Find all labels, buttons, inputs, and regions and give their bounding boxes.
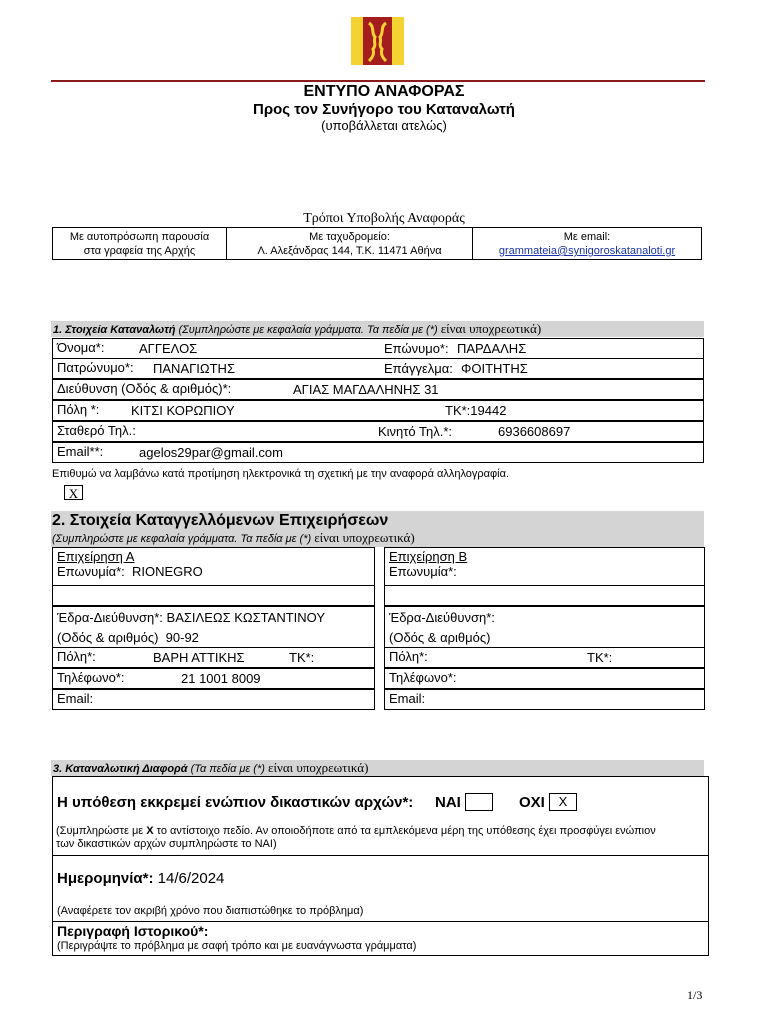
city-value[interactable]: ΚΙΤΣΙ ΚΟΡΩΠΙΟΥ bbox=[131, 403, 235, 418]
business-a-phone[interactable]: 21 1001 8009 bbox=[181, 671, 261, 686]
business-b-phone-row: Τηλέφωνο*: bbox=[384, 668, 705, 689]
date-cell: Ημερομηνία*: 14/6/2024 (Αναφέρετε τον ακριβή χρόνο που διαπιστώθηκε το πρόβλημα) bbox=[52, 855, 709, 922]
consent-text: Επιθυμώ να λαμβάνω κατά προτίμηση ηλεκτρονικά τη σχετική με την αναφορά αλληλογραφία. bbox=[52, 468, 510, 480]
business-a-number[interactable]: 90-92 bbox=[165, 630, 199, 645]
business-b-title-cell: Επιχείρηση Β Επωνυμία*: bbox=[384, 547, 705, 586]
mobile-value[interactable]: 6936608697 bbox=[498, 424, 571, 439]
section3-header: 3. Καταναλωτική Διαφορά (Τα πεδία με (*) είναι υποχρεωτικά) bbox=[51, 760, 704, 776]
occupation-value[interactable]: ΦΟΙΤΗΤΗΣ bbox=[461, 361, 528, 376]
row-name: Όνομα*: ΑΓΓΕΛΟΣ Επώνυμο*: ΠΑΡΔΑΛΗΣ bbox=[52, 338, 704, 359]
fee-note: (υποβάλλεται ατελώς) bbox=[321, 118, 447, 133]
row-city: Πόλη *: ΚΙΤΣΙ ΚΟΡΩΠΙΟΥ ΤΚ*:19442 bbox=[52, 400, 704, 421]
first-name-value[interactable]: ΑΓΓΕΛΟΣ bbox=[139, 341, 198, 356]
submission-in-person: Με αυτοπρόσωπη παρουσία στα γραφεία της Αρχής bbox=[52, 227, 227, 260]
submission-title: Τρόποι Υποβολής Αναφοράς bbox=[303, 211, 465, 226]
last-name-value[interactable]: ΠΑΡΔΑΛΗΣ bbox=[457, 341, 527, 356]
section2-header: 2. Στοιχεία Καταγγελλόμενων Επιχειρήσεων (Συμπληρώστε με κεφαλαία γράμματα. Τα πεδία με (*) είναι υποχρεωτικά) bbox=[51, 511, 704, 547]
submission-email: Με email: grammateia@synigoroskatanaloti.gr bbox=[472, 227, 702, 260]
business-a-title-cell: Επιχείρηση Α Επωνυμία*: RIONEGRO bbox=[52, 547, 375, 586]
court-help: (Συμπληρώστε με Χ το αντίστοιχο πεδίο. Αν οποιοδήποτε από τα εμπλεκόμενα μέρη της υπόθεσης έχει προσφύγει ενώπιον των δικαστικών αρχών συμπληρώστε το ΝΑΙ) bbox=[56, 825, 656, 850]
postcode-value[interactable]: 19442 bbox=[470, 403, 507, 418]
court-question: Η υπόθεση εκκρεμεί ενώπιον δικαστικών αρχών*: bbox=[57, 794, 414, 811]
page-number: 1/3 bbox=[687, 988, 703, 1002]
business-a-email-row: Email: bbox=[52, 689, 375, 710]
business-b-address-cell: Έδρα-Διεύθυνση*: (Οδός & αριθμός) bbox=[384, 606, 705, 648]
court-yes-checkbox[interactable] bbox=[465, 793, 493, 811]
header-divider bbox=[51, 80, 705, 82]
submission-email-link[interactable]: grammateia@synigoroskatanaloti.gr bbox=[498, 245, 676, 257]
father-value[interactable]: ΠΑΝΑΓΙΩΤΗΣ bbox=[153, 361, 235, 376]
row-father: Πατρώνυμο*: ΠΑΝΑΓΙΩΤΗΣ Επάγγελμα: ΦΟΙΤΗΤΗΣ bbox=[52, 358, 704, 379]
section1-header: 1. Στοιχεία Καταναλωτή (Συμπληρώστε με κεφαλαία γράμματα. Τα πεδία με (*) είναι υποχρεωτικά) bbox=[51, 321, 704, 337]
history-help: (Περιγράψτε το πρόβλημα με σαφή τρόπο και με ευανάγνωστα γράμματα) bbox=[57, 940, 417, 952]
row-email: Email**: agelos29par@gmail.com bbox=[52, 442, 704, 463]
business-b-city-row: Πόλη*: ΤΚ*: bbox=[384, 647, 705, 668]
court-cell: Η υπόθεση εκκρεμεί ενώπιον δικαστικών αρχών*: ΝΑΙ ΟΧΙ X (Συμπληρώστε με Χ το αντίστοιχο πεδίο. Αν οποιοδήποτε από τα εμπλεκόμενα μέρη της υπόθεσης έχει προσφύγει ενώπιον των δικαστικών αρχών συμπληρώστε το ΝΑΙ) bbox=[52, 776, 709, 856]
business-b-blank-row[interactable] bbox=[384, 585, 705, 606]
form-title: ΕΝΤΥΠΟ ΑΝΑΦΟΡΑΣ bbox=[303, 83, 465, 100]
business-a-city[interactable]: ΒΑΡΗ ΑΤΤΙΚΗΣ bbox=[153, 650, 245, 665]
business-a-name[interactable]: RIONEGRO bbox=[132, 564, 203, 579]
row-phones: Σταθερό Τηλ.: Κινητό Τηλ.*: 6936608697 bbox=[52, 421, 704, 442]
business-a-phone-row: Τηλέφωνο*: 21 1001 8009 bbox=[52, 668, 375, 689]
history-cell[interactable] bbox=[52, 921, 709, 956]
date-value[interactable]: 14/6/2024 bbox=[157, 870, 225, 887]
consent-checkbox[interactable]: X bbox=[64, 485, 83, 500]
row-address: Διεύθυνση (Οδός & αριθμός)*: ΑΓΙΑΣ ΜΑΓΔΑΛΗΝΗΣ 31 bbox=[52, 379, 704, 400]
business-a-city-row: Πόλη*: ΒΑΡΗ ΑΤΤΙΚΗΣ ΤΚ*: bbox=[52, 647, 375, 668]
business-b-email-row: Email: bbox=[384, 689, 705, 710]
business-a-address[interactable]: ΒΑΣΙΛΕΩΣ ΚΩΣΤΑΝΤΙΝΟΥ bbox=[166, 610, 326, 625]
date-help: (Αναφέρετε τον ακριβή χρόνο που διαπιστώθηκε το πρόβλημα) bbox=[57, 905, 364, 917]
court-no-checkbox[interactable]: X bbox=[549, 793, 577, 811]
history-label: Περιγραφή Ιστορικού*: bbox=[57, 923, 209, 939]
submission-post: Με ταχυδρομείο: Λ. Αλεξάνδρας 144, Τ.Κ. 11471 Αθήνα bbox=[226, 227, 473, 260]
email-value[interactable]: agelos29par@gmail.com bbox=[139, 445, 283, 460]
business-a-blank-row[interactable] bbox=[52, 585, 375, 606]
address-value[interactable]: ΑΓΙΑΣ ΜΑΓΔΑΛΗΝΗΣ 31 bbox=[293, 382, 439, 397]
logo-emblem bbox=[351, 17, 404, 65]
business-a-address-cell: Έδρα-Διεύθυνση*: ΒΑΣΙΛΕΩΣ ΚΩΣΤΑΝΤΙΝΟΥ (Οδός & αριθμός) 90-92 bbox=[52, 606, 375, 648]
form-recipient: Προς τον Συνήγορο του Καταναλωτή bbox=[253, 101, 515, 118]
